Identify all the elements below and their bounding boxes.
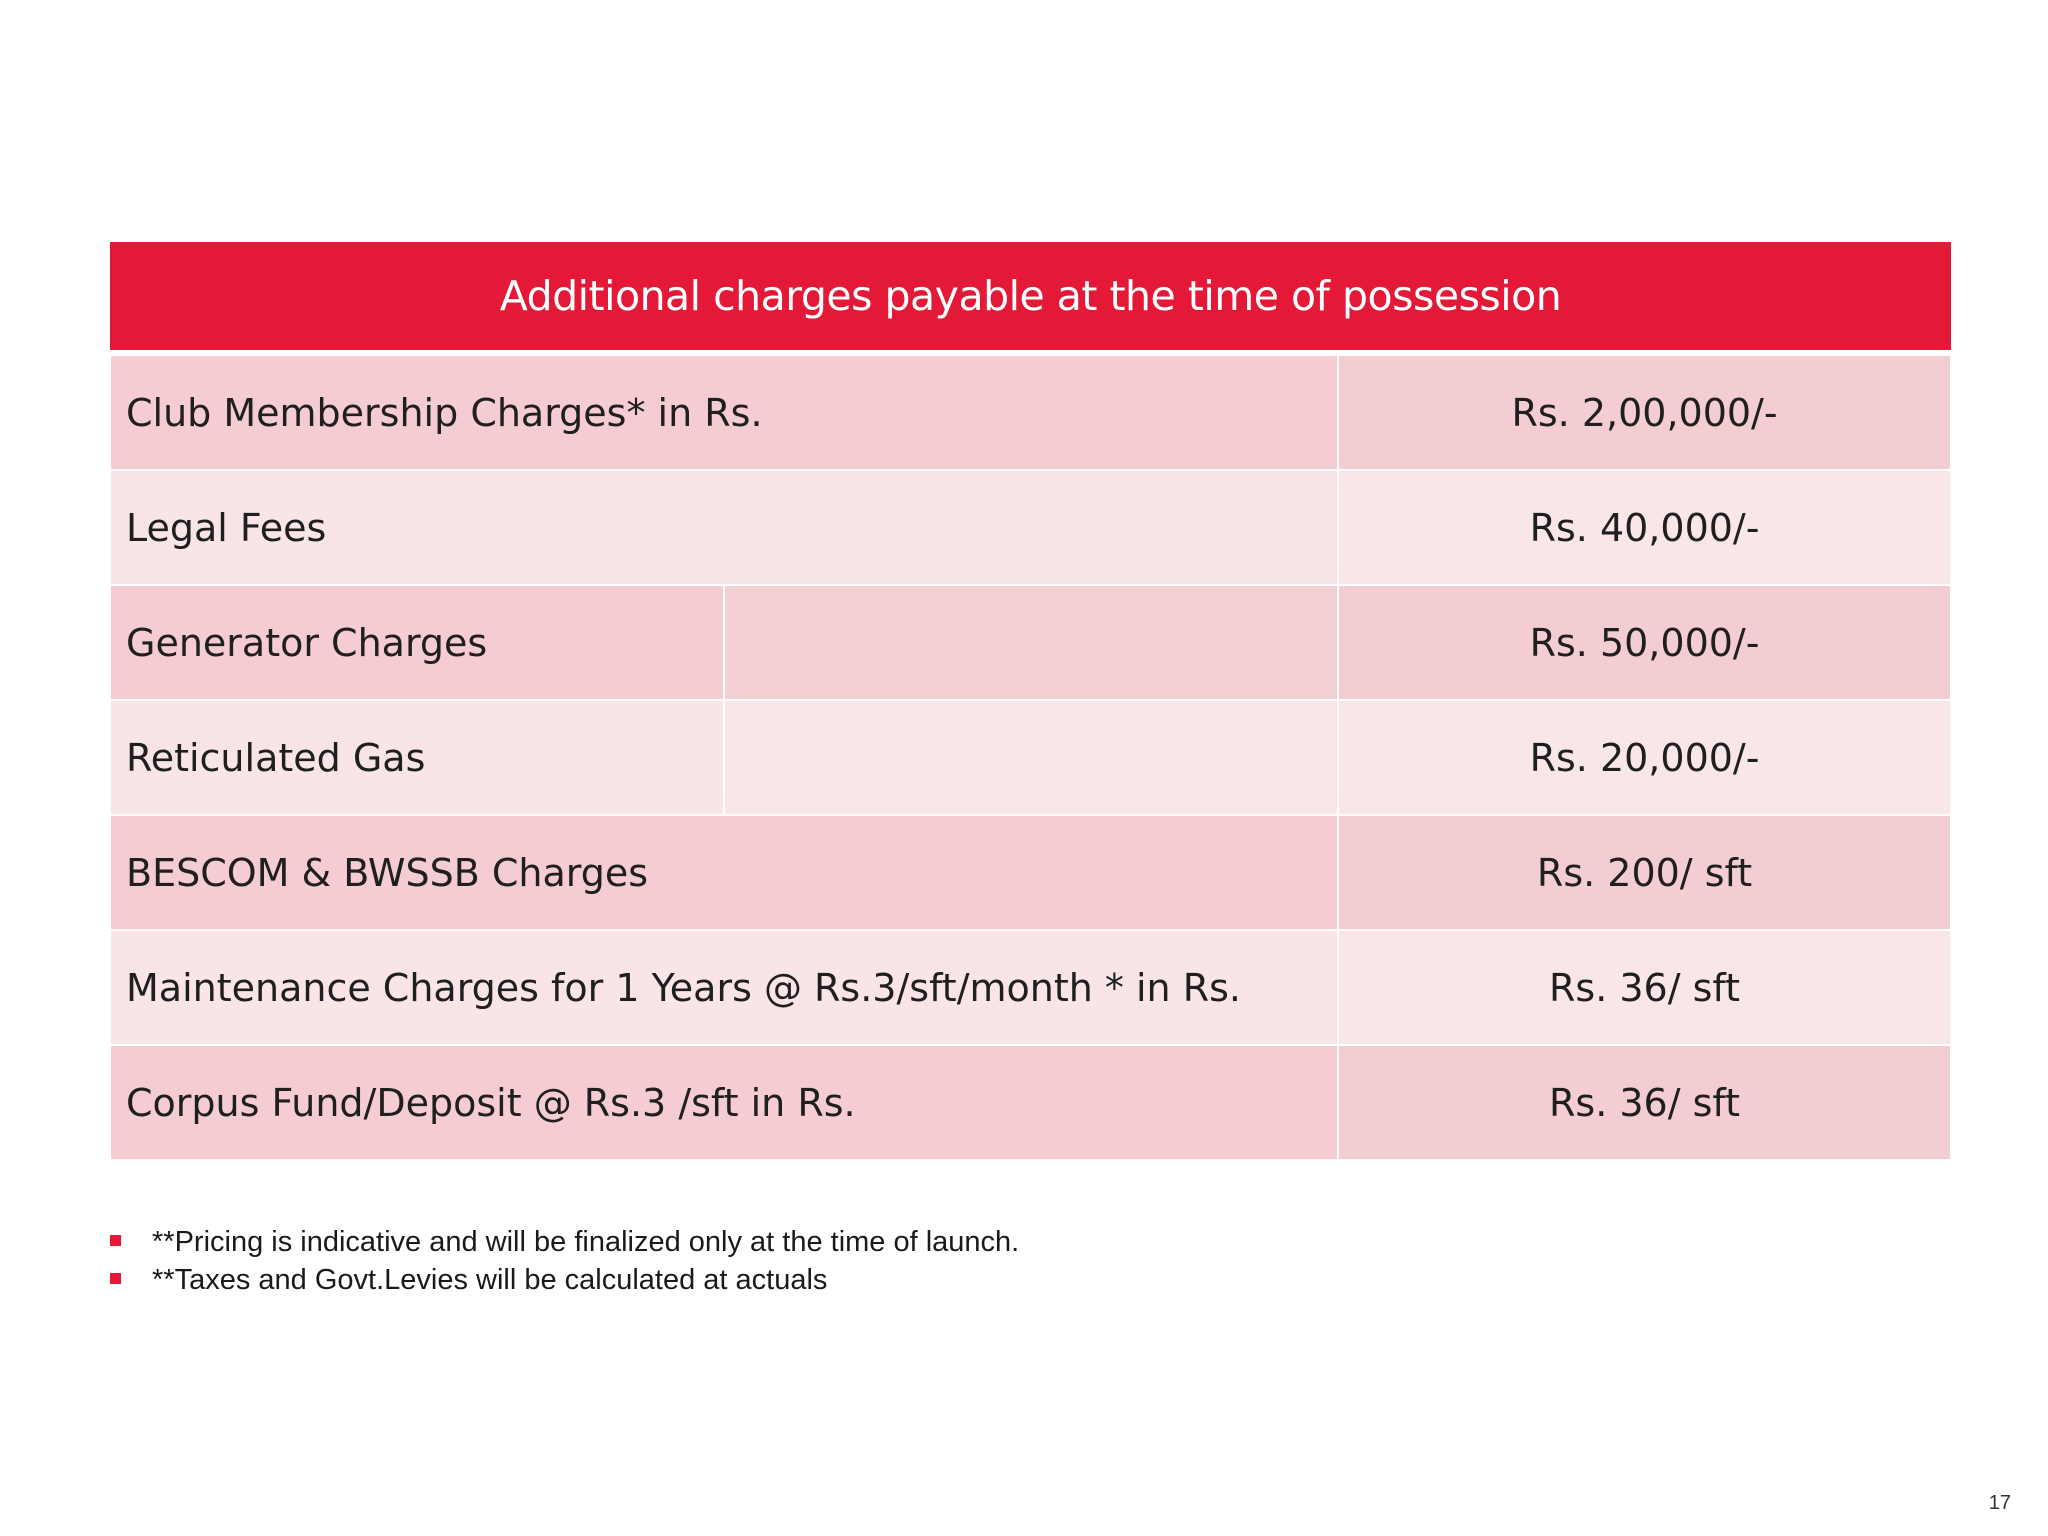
- note-item: [110, 1261, 1019, 1299]
- charge-label: Reticulated Gas: [110, 700, 724, 815]
- charge-value: Rs. 50,000/-: [1338, 585, 1951, 700]
- empty-cell: [724, 700, 1338, 815]
- table-header-row: [110, 242, 1951, 353]
- charge-label: Generator Charges: [110, 585, 724, 700]
- square-bullet-icon: [110, 1273, 121, 1284]
- charge-label: Corpus Fund/Deposit @ Rs.3 /sft in Rs.: [110, 1045, 1338, 1160]
- charge-label: BESCOM & BWSSB Charges: [110, 815, 1338, 930]
- charge-value: Rs. 36/ sft: [1338, 930, 1951, 1045]
- charge-label: Maintenance Charges for 1 Years @ Rs.3/sft/month * in Rs.: [110, 930, 1338, 1045]
- note-text: **Taxes and Govt.Levies will be calculated at actuals: [152, 1264, 828, 1296]
- charges-table: [109, 242, 1952, 1161]
- table-row: [110, 815, 1951, 930]
- charge-label: Legal Fees: [110, 470, 1338, 585]
- square-bullet-icon: [110, 1235, 121, 1246]
- page-number: 17: [1988, 1492, 2011, 1514]
- note-text: **Pricing is indicative and will be finalized only at the time of launch.: [152, 1226, 1020, 1258]
- notes-list: [110, 1223, 1019, 1299]
- table-row: [110, 585, 1951, 700]
- table-row: [110, 700, 1951, 815]
- table-row: [110, 470, 1951, 585]
- charge-value: Rs. 200/ sft: [1338, 815, 1951, 930]
- charge-value: Rs. 36/ sft: [1338, 1045, 1951, 1160]
- charge-value: Rs. 20,000/-: [1338, 700, 1951, 815]
- table-row: [110, 1045, 1951, 1160]
- charge-value: Rs. 2,00,000/-: [1338, 353, 1951, 470]
- table-row: [110, 930, 1951, 1045]
- charge-label: Club Membership Charges* in Rs.: [110, 353, 1338, 470]
- charge-value: Rs. 40,000/-: [1338, 470, 1951, 585]
- table-title: Additional charges payable at the time of possession: [110, 242, 1951, 353]
- empty-cell: [724, 585, 1338, 700]
- table-row: [110, 353, 1951, 470]
- note-item: [110, 1223, 1019, 1261]
